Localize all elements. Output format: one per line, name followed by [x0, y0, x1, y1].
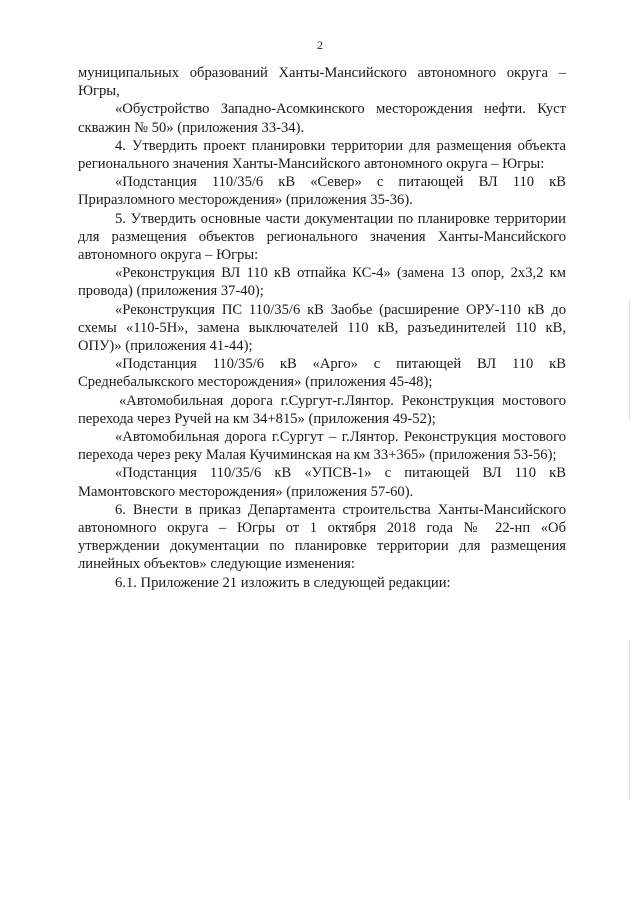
paragraph-road-malaya-kuchiminskaya: «Автомобильная дорога г.Сургут – г.Лянтор. Реконструкция мостового перехода через реку Малая Кучиминская на км 33+365» (приложения 53-56); [78, 429, 566, 464]
scan-edge-mark [629, 640, 630, 800]
paragraph-substation-argo: «Подстанция 110/35/6 кВ «Арго» с питающей ВЛ 110 кВ Среднебалыкского месторождения» (приложения 45-48); [78, 356, 566, 391]
paragraph-item-5: 5. Утвердить основные части документации по планировке территории для размещения объектов регионального значения Ханты-Мансийского автономного округа – Югры: [78, 210, 566, 264]
paragraph-item-6: 6. Внести в приказ Департамента строительства Ханты-Мансийского автономного округа – Югры от 1 октября 2018 года № 22-нп «Об утверждении документации по планировке территории для размещения линейных объектов» следующие изменения: [78, 501, 566, 573]
scan-edge-mark [629, 300, 630, 420]
document-body [78, 64, 566, 592]
paragraph-substation-sever: «Подстанция 110/35/6 кВ «Север» с питающей ВЛ 110 кВ Приразломного месторождения» (приложения 35-36). [78, 174, 566, 209]
paragraph-substation-upsv1: «Подстанция 110/35/6 кВ «УПСВ-1» с питающей ВЛ 110 кВ Мамонтовского месторождения» (приложения 57-60). [78, 465, 566, 500]
page-number: 2 [317, 38, 323, 52]
paragraph-ps-zaobye: «Реконструкция ПС 110/35/6 кВ Заобье (расширение ОРУ-110 кВ до схемы «110-5Н», замена выключателей 110 кВ, разъединителей 110 кВ, ОПУ)» (приложения 41-44); [78, 301, 566, 355]
paragraph-asomkinskoye-field: «Обустройство Западно-Асомкинского месторождения нефти. Куст скважин № 50» (приложения 33-34). [78, 101, 566, 136]
paragraph-item-4: 4. Утвердить проект планировки территории для размещения объекта регионального значения Ханты-Мансийского автономного округа – Югры: [78, 137, 566, 173]
paragraph-item-6-1: 6.1. Приложение 21 изложить в следующей редакции: [115, 574, 451, 591]
paragraph-municipal-continuation: муниципальных образований Ханты-Мансийского автономного округа – Югры, [78, 65, 566, 100]
paragraph-vl-ks4: «Реконструкция ВЛ 110 кВ отпайка КС-4» (замена 13 опор, 2х3,2 км провода) (приложения 37-40); [78, 265, 566, 300]
paragraph-road-ruchey: «Автомобильная дорога г.Сургут-г.Лянтор. Реконструкция мостового перехода через Ручей на км 34+815» (приложения 49-52); [78, 392, 566, 427]
